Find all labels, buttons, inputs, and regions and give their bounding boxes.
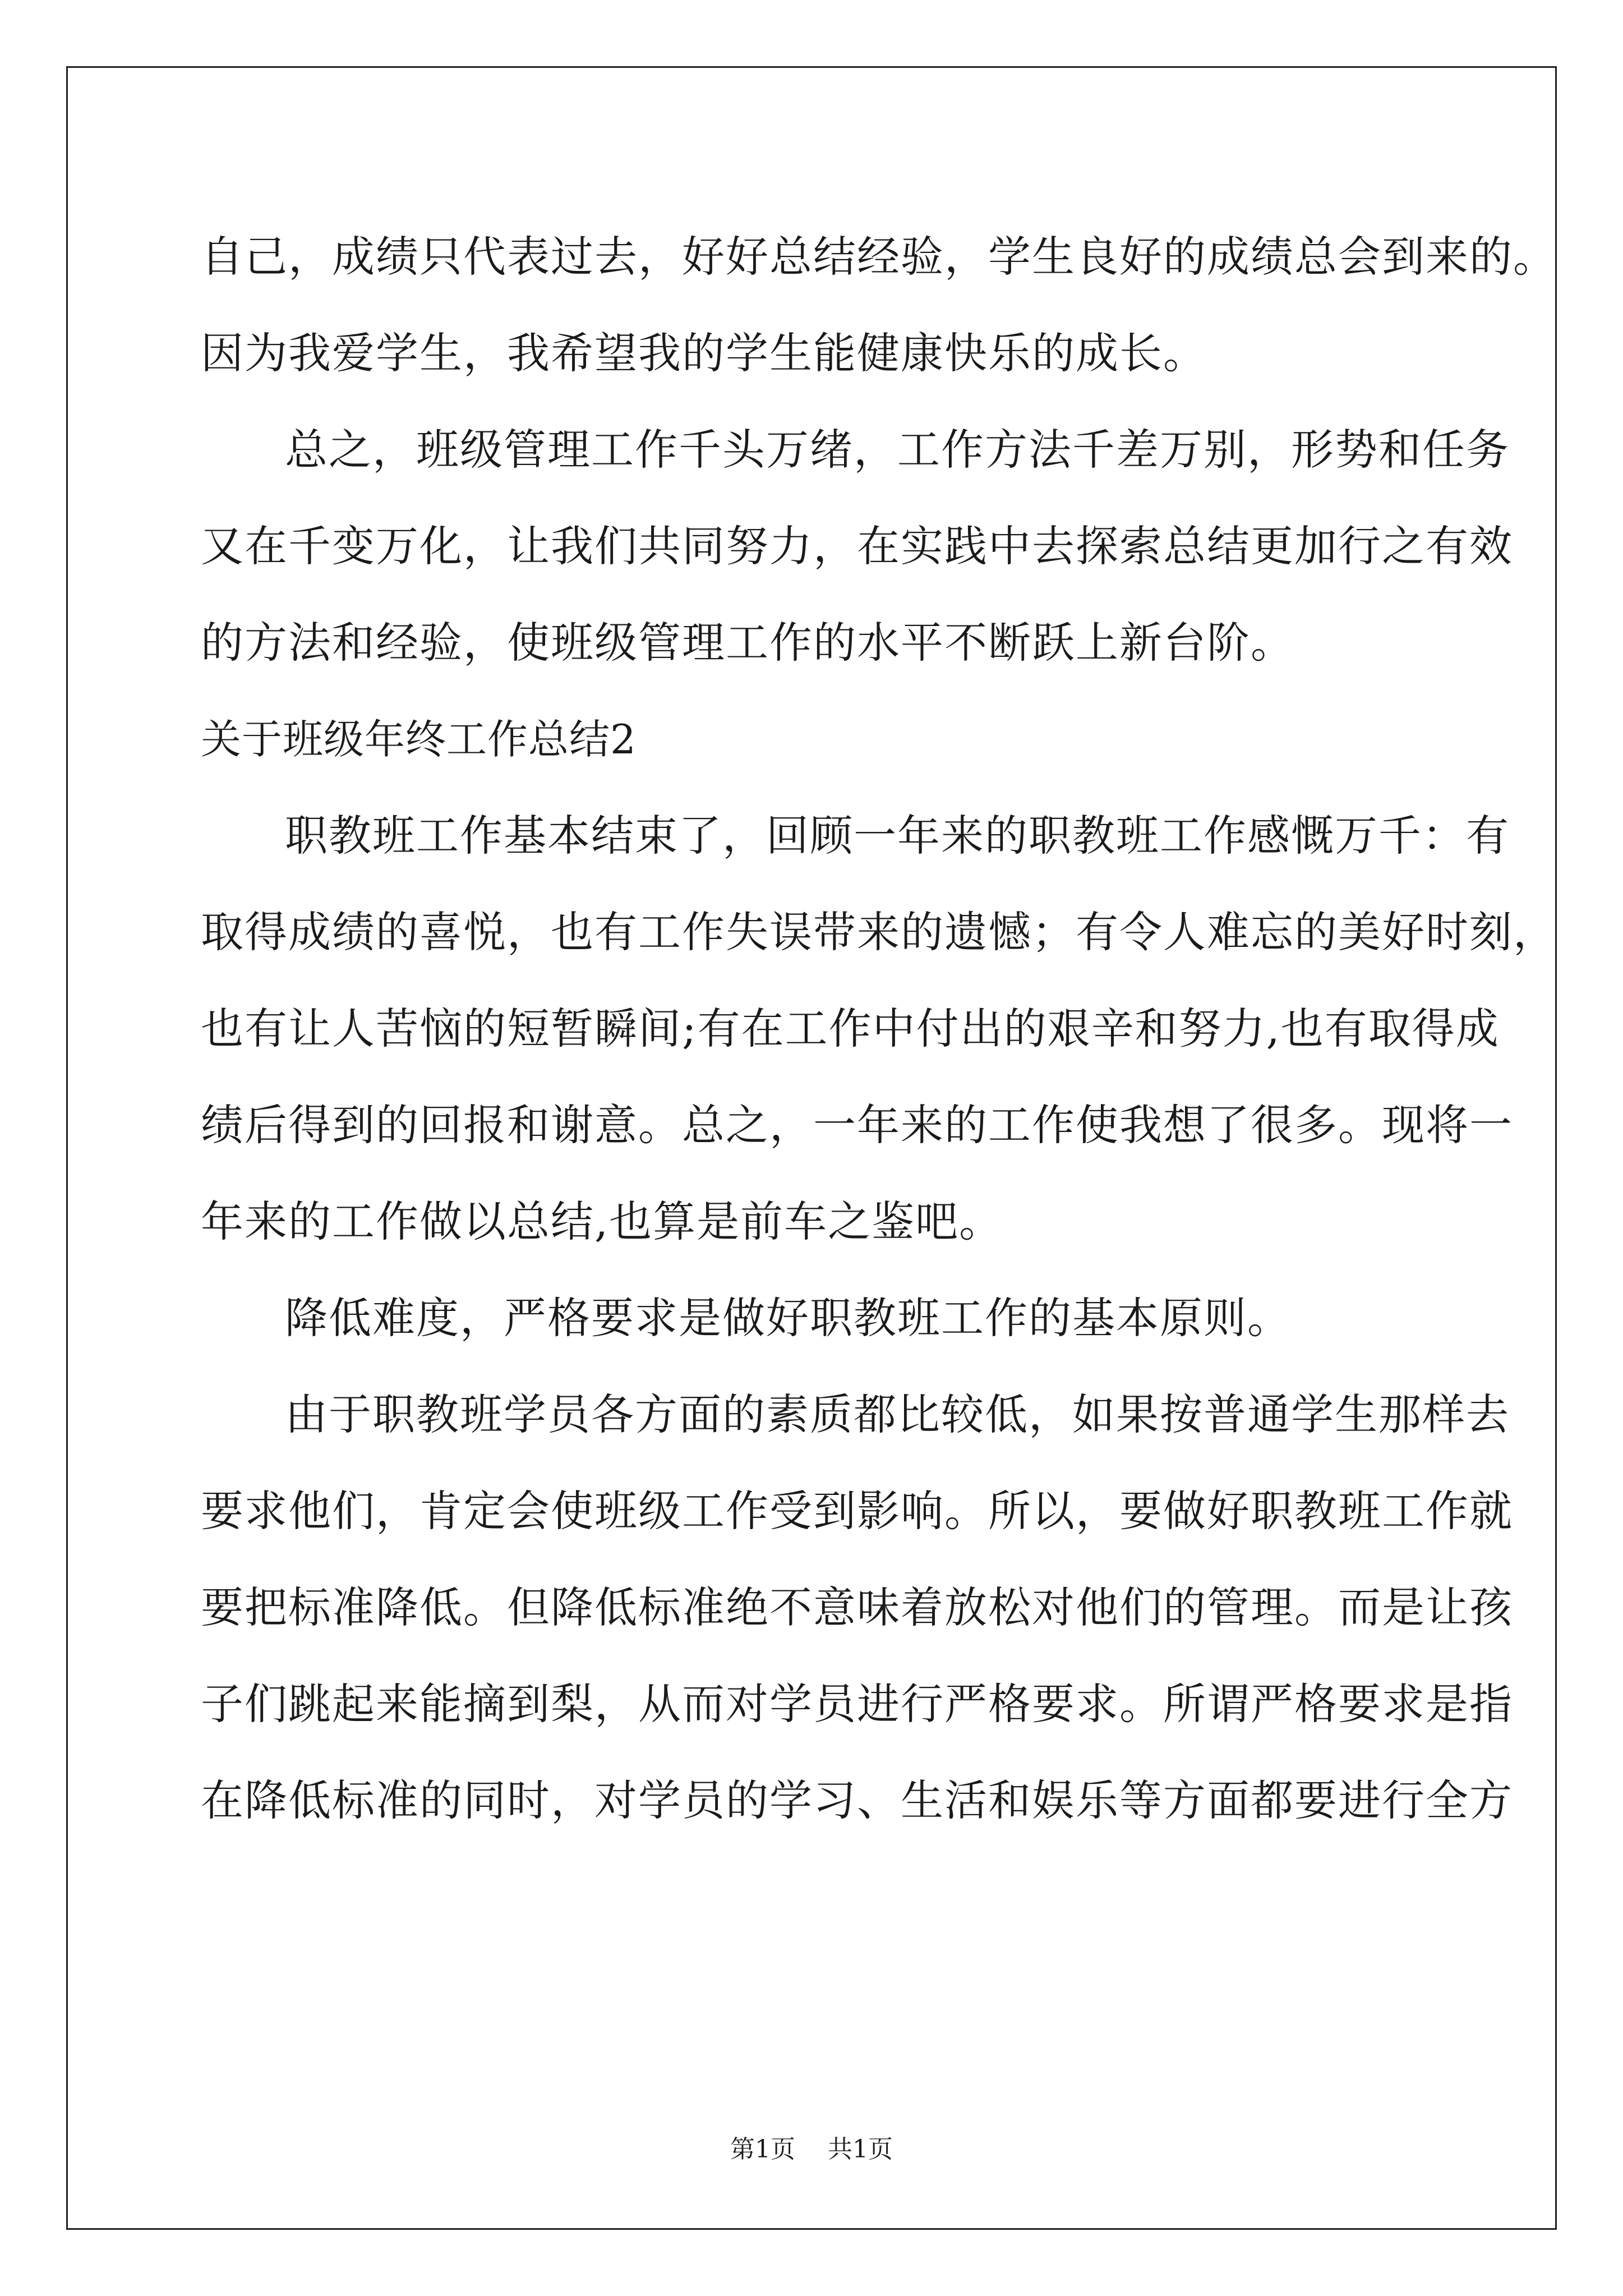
page-total: 共1页	[828, 2135, 893, 2164]
body-line: 自己，成绩只代表过去，好好总结经验，学生良好的成绩总会到来的。	[201, 232, 1557, 282]
body-line: 的方法和经验，使班级管理工作的水平不断跃上新台阶。	[201, 618, 1294, 668]
section-heading: 关于班级年终工作总结2	[201, 716, 637, 763]
body-line: 取得成绩的喜悦，也有工作失误带来的遗憾；有令人难忘的美好时刻，	[201, 907, 1557, 957]
paragraph-start-line: 总之，班级管理工作千头万绪，工作方法千差万别，形势和任务	[285, 425, 1510, 475]
page-number: 第1页	[730, 2135, 795, 2164]
page-footer	[0, 2129, 1623, 2165]
body-line: 绩后得到的回报和谢意。总之，一年来的工作使我想了很多。现将一	[201, 1100, 1513, 1150]
paragraph-start-line: 降低难度，严格要求是做好职教班工作的基本原则。	[285, 1293, 1291, 1343]
document-body	[201, 209, 1557, 1849]
body-line: 也有让人苦恼的短暂瞬间;有在工作中付出的艰辛和努力,也有取得成	[201, 1004, 1500, 1053]
body-line: 子们跳起来能摘到梨，从而对学员进行严格要求。所谓严格要求是指	[201, 1679, 1513, 1729]
body-line: 因为我爱学生，我希望我的学生能健康快乐的成长。	[201, 328, 1207, 378]
body-line: 又在千变万化，让我们共同努力，在实践中去探索总结更加行之有效	[201, 521, 1513, 571]
paragraph-start-line: 职教班工作基本结束了，回顾一年来的职教班工作感慨万千：有	[285, 811, 1510, 861]
body-line: 年来的工作做以总结,也算是前车之鉴吧。	[201, 1197, 1003, 1246]
body-line: 要求他们，肯定会使班级工作受到影响。所以，要做好职教班工作就	[201, 1486, 1513, 1536]
body-line: 要把标准降低。但降低标准绝不意味着放松对他们的管理。而是让孩	[201, 1582, 1513, 1632]
paragraph-start-line: 由于职教班学员各方面的素质都比较低，如果按普通学生那样去	[285, 1389, 1510, 1439]
body-line: 在降低标准的同时，对学员的学习、生活和娱乐等方面都要进行全方	[201, 1775, 1513, 1825]
